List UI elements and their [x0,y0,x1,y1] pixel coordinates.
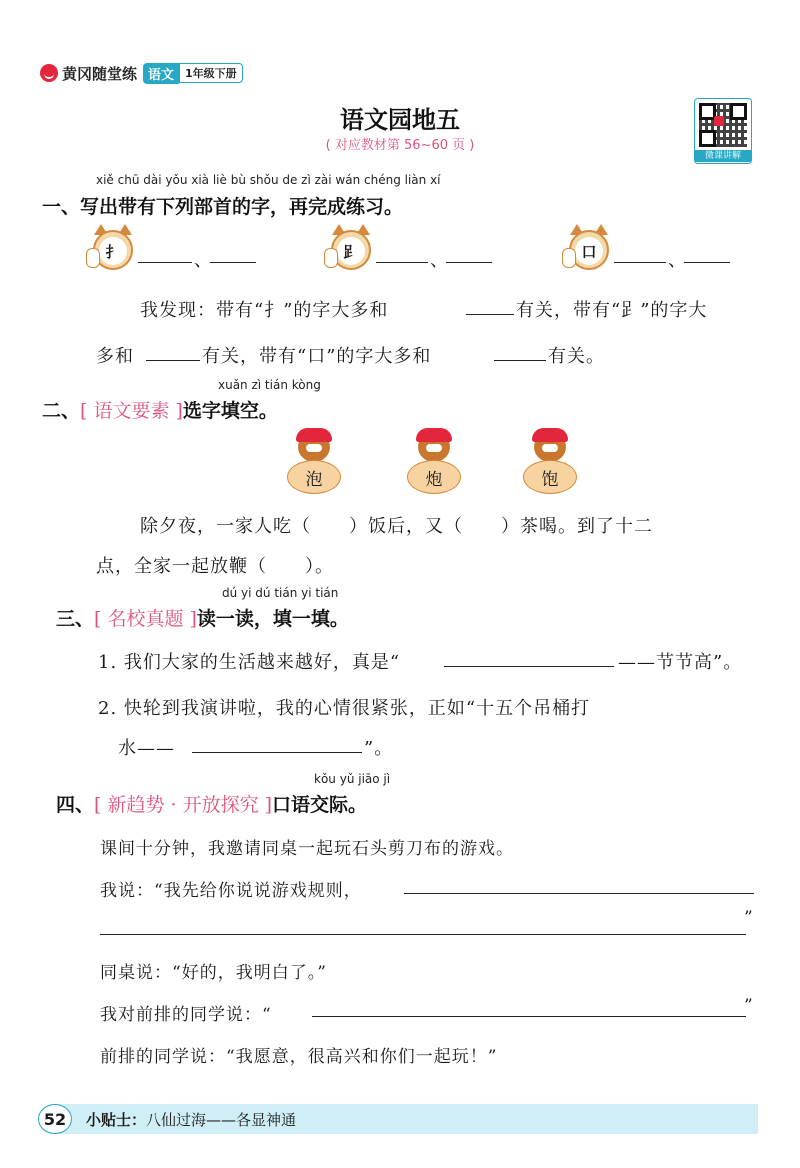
answer-blank[interactable] [192,734,362,753]
sec2-num: 二、 [42,400,81,422]
close-quote: ” [744,996,754,1016]
option-char: 泡 [287,460,341,494]
sec4-intro: 课间十分钟，我邀请同桌一起玩石头剪刀布的游戏。 [100,839,514,859]
radical-badge-2 [328,224,374,270]
sec3-tag: [ 名校真题 ] [94,608,197,630]
answer-blank[interactable] [684,244,730,263]
cat-paw-icon [86,248,100,268]
answer-line[interactable] [312,1016,746,1017]
grade-tag: 1年级下册 [179,63,243,83]
answer-blank[interactable] [494,342,546,361]
sec3-q2a: 2. 快轮到我演讲啦，我的心情很紧张，正如“十五个吊桶打 [98,698,591,719]
sec4-num: 四、 [56,794,95,816]
sec1-discovery-1b: 有关，带有“𧾷”的字大 [516,300,708,321]
sec3-q1b: ——节节高”。 [618,652,743,673]
radical-badge-3 [566,224,612,270]
sec3-q2b: 水—— [118,738,175,759]
sec4-heading-row [56,790,367,817]
sec4-me-said: 我说：“我先给你说说游戏规则， [100,881,362,901]
footer-bar [38,1104,758,1134]
radical-char: 口 [575,237,603,265]
bear-eyes-icon [306,444,322,452]
option-char: 炮 [407,460,461,494]
tip-text: 八仙过海——各显神通 [146,1111,297,1129]
sec2-heading-row [42,396,278,423]
bear-eyes-icon [542,444,558,452]
sec1-discovery-2b: 有关，带有“口”的字大多和 [202,346,432,367]
sec4-pinyin: kǒu yǔ jiāo jì [314,772,391,786]
page-title: 语文园地五 [340,106,460,134]
qr-corner-icon [699,130,716,147]
answer-blank[interactable] [444,648,614,667]
answer-blank[interactable] [446,244,492,263]
brand-logo-icon [40,64,58,82]
option-char: 饱 [523,460,577,494]
sec1-pinyin: xiě chū dài yǒu xià liè bù shǒu de zì zài wán chéng liàn xí [96,173,441,187]
sec3-pinyin: dú yi dú tián yi tián [222,586,339,600]
sec3-num: 三、 [56,608,95,630]
answer-blank[interactable] [210,244,256,263]
sec3-heading: 读一读，填一填。 [196,608,349,630]
cat-paw-icon [562,248,576,268]
radical-char: 𧾷 [337,237,365,265]
sec2-tag: [ 语文要素 ] [80,400,183,422]
option-badge-3 [520,430,580,498]
sec1-discovery-2a: 多和 [96,346,134,367]
bear-hat-icon [296,428,332,442]
close-quote: ” [744,908,754,928]
qr-logo-icon [714,116,724,126]
qr-label: 微课讲解 [695,150,751,162]
separator: 、 [430,250,449,271]
answer-blank[interactable] [146,342,200,361]
tip-label: 小贴士： [86,1111,147,1129]
radical-char: 扌 [99,237,127,265]
sec4-deskmate: 同桌说：“好的，我明白了。” [100,963,327,983]
subject-tag: 语文 [143,63,179,84]
qr-corner-icon [730,103,747,120]
sec1-discovery-1a: 我发现：带有“扌”的字大多和 [140,300,389,321]
answer-blank[interactable] [138,244,192,263]
brand-header [40,62,243,84]
brand-name: 黄冈随堂练 [62,64,138,83]
option-badge-1 [284,430,344,498]
sec4-me-front: 我对前排的同学说：“ [100,1005,272,1025]
option-badge-2 [404,430,464,498]
answer-blank[interactable] [614,244,666,263]
separator: 、 [194,250,213,271]
sec2-pinyin: xuǎn zì tián kòng [218,378,321,392]
qr-code[interactable] [694,98,752,164]
answer-blank[interactable] [466,296,514,315]
bear-eyes-icon [426,444,442,452]
sec1-heading: 一、写出带有下列部首的字，再完成练习。 [42,196,404,218]
cat-paw-icon [324,248,338,268]
sec4-heading: 口语交际。 [272,794,368,816]
sec2-sentence-1: 除夕夜，一家人吃（ ）饭后，又（ ）茶喝。到了十二 [140,516,653,537]
page-subtitle: ( 对应教材第 56~60 页 ) [325,138,475,153]
bear-hat-icon [416,428,452,442]
sec2-heading: 选字填空。 [182,400,278,422]
sec3-heading-row [56,604,349,631]
sec3-q1a: 1. 我们大家的生活越来越好，真是“ [98,652,401,673]
sec3-q2c: ”。 [364,738,394,759]
answer-blank[interactable] [376,244,428,263]
answer-line[interactable] [100,934,746,935]
sec4-tag: [ 新趋势 · 开放探究 ] [94,794,273,816]
tip-row [86,1109,296,1130]
sec4-front-reply: 前排的同学说：“我愿意，很高兴和你们一起玩！” [100,1047,498,1067]
page-number: 52 [38,1104,72,1134]
separator: 、 [668,250,687,271]
bear-hat-icon [532,428,568,442]
sec2-sentence-2: 点，全家一起放鞭（ ）。 [96,556,334,577]
radical-badge-1 [90,224,136,270]
sec1-discovery-2c: 有关。 [548,346,605,367]
answer-line[interactable] [404,893,754,894]
